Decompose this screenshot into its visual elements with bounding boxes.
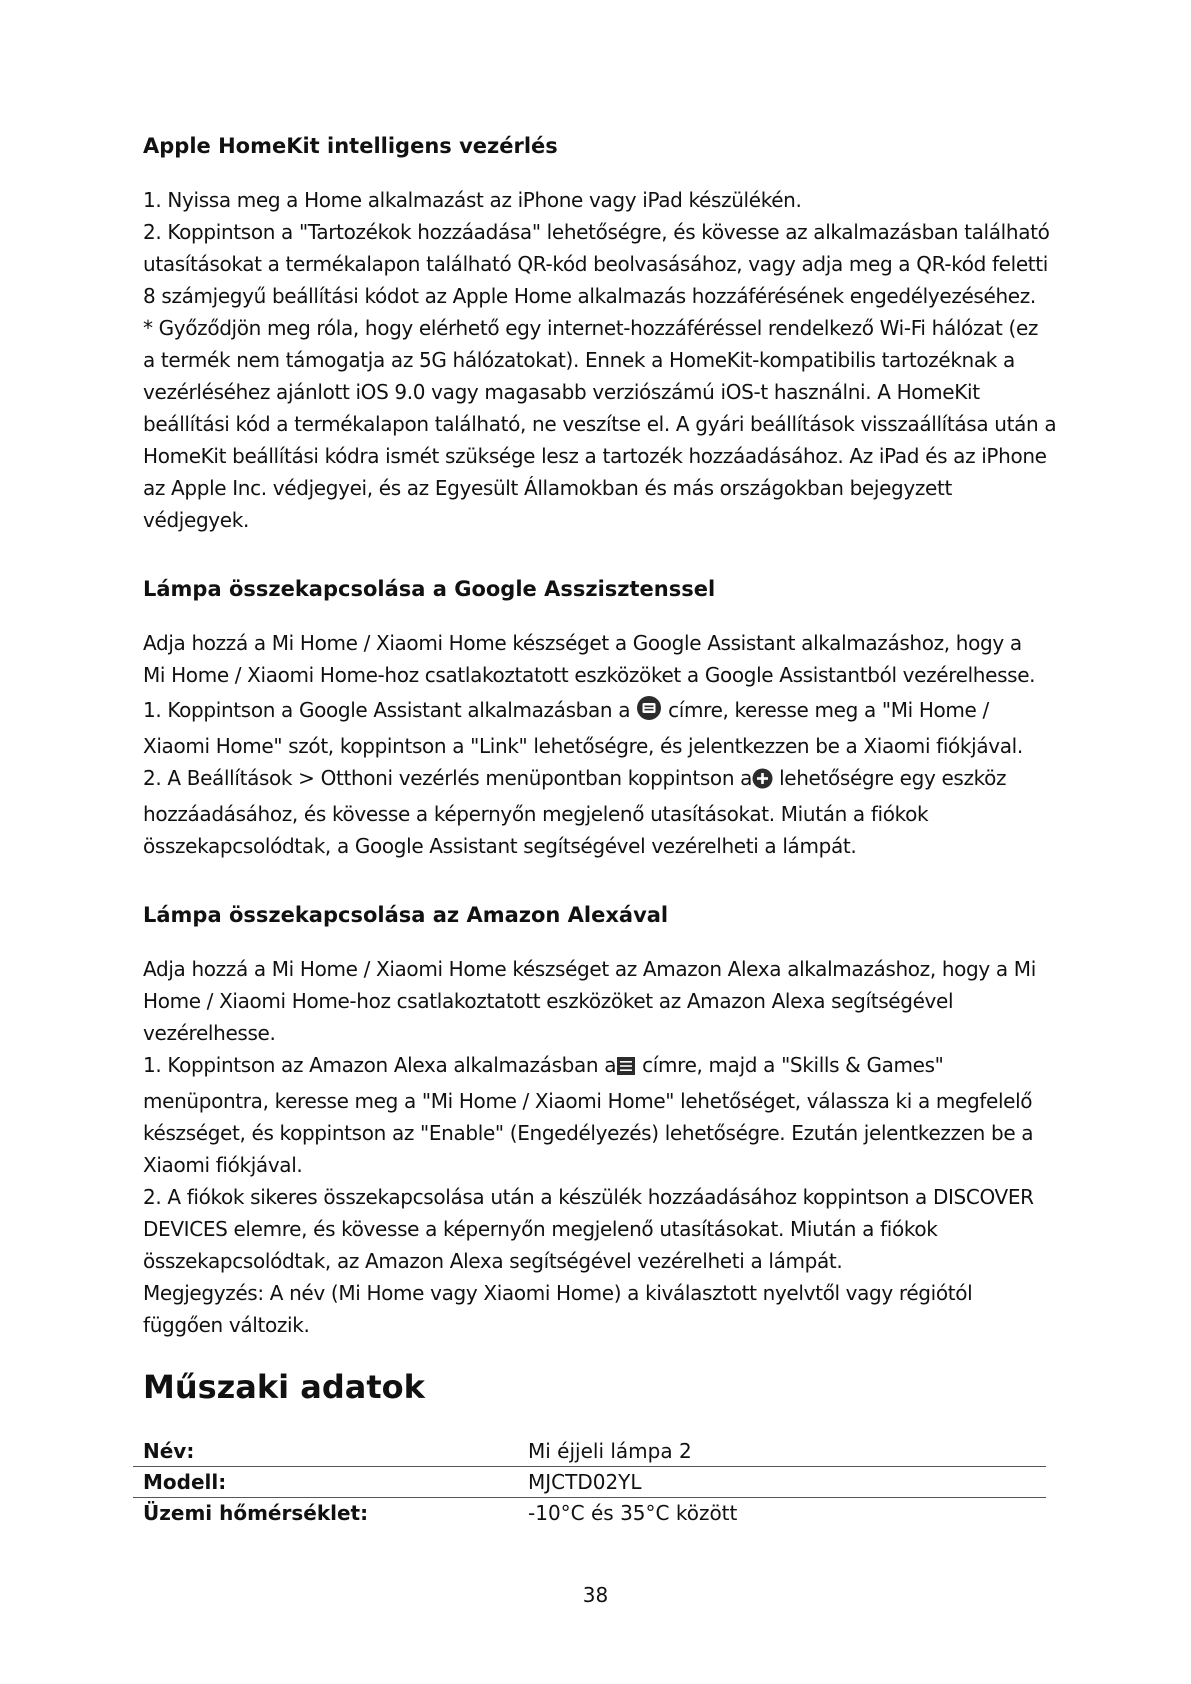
alexa-line: Megjegyzés: A név (Mi Home vagy Xiaomi Home) a kiválasztott nyelvtől vagy régiótól <box>143 1281 973 1305</box>
homekit-body <box>143 184 1063 536</box>
google-line: Xiaomi Home" szót, koppintson a "Link" lehetőségre, és jelentkezzen be a Xiaomi fiókjával. <box>143 734 1023 758</box>
homekit-line: az Apple Inc. védjegyei, és az Egyesült Államokban és más országokban bejegyzett <box>143 476 952 500</box>
alexa-step1: 1. Koppintson az Amazon Alexa alkalmazásban a címre, majd a "Skills & Games" <box>143 1049 1063 1085</box>
spec-label: Név: <box>133 1436 518 1467</box>
table-row <box>133 1436 1046 1467</box>
homekit-line: 8 számjegyű beállítási kódot az Apple Home alkalmazás hozzáférésének engedélyezéséhez. <box>143 284 1036 308</box>
specs-heading: Műszaki adatok <box>143 1368 425 1406</box>
homekit-line: vezérléséhez ajánlott iOS 9.0 vagy magasabb verziószámú iOS-t használni. A HomeKit <box>143 380 980 404</box>
spec-value: MJCTD02YL <box>518 1467 1046 1498</box>
google-line: hozzáadásához, és kövesse a képernyőn megjelenő utasításokat. Miután a fiókok <box>143 802 929 826</box>
add-circle-icon <box>752 766 773 798</box>
table-row <box>133 1467 1046 1498</box>
alexa-line: függően változik. <box>143 1313 310 1337</box>
google-step1: 1. Koppintson a Google Assistant alkalmazásban a címre, keresse meg a "Mi Home / <box>143 694 1063 730</box>
homekit-line: 1. Nyissa meg a Home alkalmazást az iPhone vagy iPad készülékén. <box>143 188 802 212</box>
specs-table <box>133 1436 1046 1528</box>
google-line: összekapcsolódtak, a Google Assistant segítségével vezérelheti a lámpát. <box>143 834 857 858</box>
alexa-line: összekapcsolódtak, az Amazon Alexa segítségével vezérelheti a lámpát. <box>143 1249 843 1273</box>
alexa-line: DEVICES elemre, és kövesse a képernyőn megjelenő utasításokat. Miután a fiókok <box>143 1217 938 1241</box>
alexa-line: készséget, és koppintson az "Enable" (Engedélyezés) lehetőségre. Ezután jelentkezzen be a <box>143 1121 1034 1145</box>
google-heading: Lámpa összekapcsolása a Google Asszisztenssel <box>143 577 716 601</box>
alexa-line: Adja hozzá a Mi Home / Xiaomi Home készséget az Amazon Alexa alkalmazáshoz, hogy a Mi <box>143 957 1036 981</box>
google-line: Adja hozzá a Mi Home / Xiaomi Home készséget a Google Assistant alkalmazáshoz, hogy a <box>143 631 1022 655</box>
homekit-heading: Apple HomeKit intelligens vezérlés <box>143 134 558 158</box>
alexa-line: Home / Xiaomi Home-hoz csatlakoztatott eszközöket az Amazon Alexa segítségével <box>143 989 954 1013</box>
table-row <box>133 1498 1046 1529</box>
document-page <box>143 130 1063 1407</box>
homekit-line: * Győződjön meg róla, hogy elérhető egy internet-hozzáféréssel rendelkező Wi-Fi hálózat (ez <box>143 316 1039 340</box>
google-body <box>143 627 1063 862</box>
homekit-line: 2. Koppintson a "Tartozékok hozzáadása" lehetőségre, és kövesse az alkalmazásban található <box>143 220 1050 244</box>
google-line: Mi Home / Xiaomi Home-hoz csatlakoztatott eszközöket a Google Assistantból vezérelhesse. <box>143 663 1036 687</box>
alexa-line: Xiaomi fiókjával. <box>143 1153 303 1177</box>
alexa-line: vezérelhesse. <box>143 1021 276 1045</box>
google-step2: 2. A Beállítások > Otthoni vezérlés menüpontban koppintson a lehetőségre egy eszköz <box>143 762 1063 798</box>
homekit-line: HomeKit beállítási kódra ismét szüksége lesz a tartozék hozzáadásához. Az iPad és az iPhone <box>143 444 1047 468</box>
spec-label: Modell: <box>133 1467 518 1498</box>
menu-icon <box>616 1053 636 1085</box>
alexa-body <box>143 953 1063 1341</box>
page-number: 38 <box>582 1583 609 1607</box>
spec-value: Mi éjjeli lámpa 2 <box>518 1436 1046 1467</box>
homekit-line: utasításokat a termékalapon található QR-kód beolvasásához, vagy adja meg a QR-kód feletti <box>143 252 1048 276</box>
spec-label: Üzemi hőmérséklet: <box>143 1501 369 1525</box>
alexa-line: 2. A fiókok sikeres összekapcsolása után a készülék hozzáadásához koppintson a DISCOVER <box>143 1185 1034 1209</box>
alexa-line: menüpontra, keresse meg a "Mi Home / Xiaomi Home" lehetőséget, válassza ki a megfelelő <box>143 1089 1033 1113</box>
assistant-icon <box>636 695 662 730</box>
homekit-line: védjegyek. <box>143 508 249 532</box>
homekit-line: beállítási kód a termékalapon található, ne veszítse el. A gyári beállítások visszaállítása után a <box>143 412 1057 436</box>
alexa-heading: Lámpa összekapcsolása az Amazon Alexával <box>143 903 669 927</box>
spec-value: -10°C és 35°C között <box>528 1501 738 1525</box>
homekit-line: a termék nem támogatja az 5G hálózatokat). Ennek a HomeKit-kompatibilis tartozéknak a <box>143 348 1015 372</box>
